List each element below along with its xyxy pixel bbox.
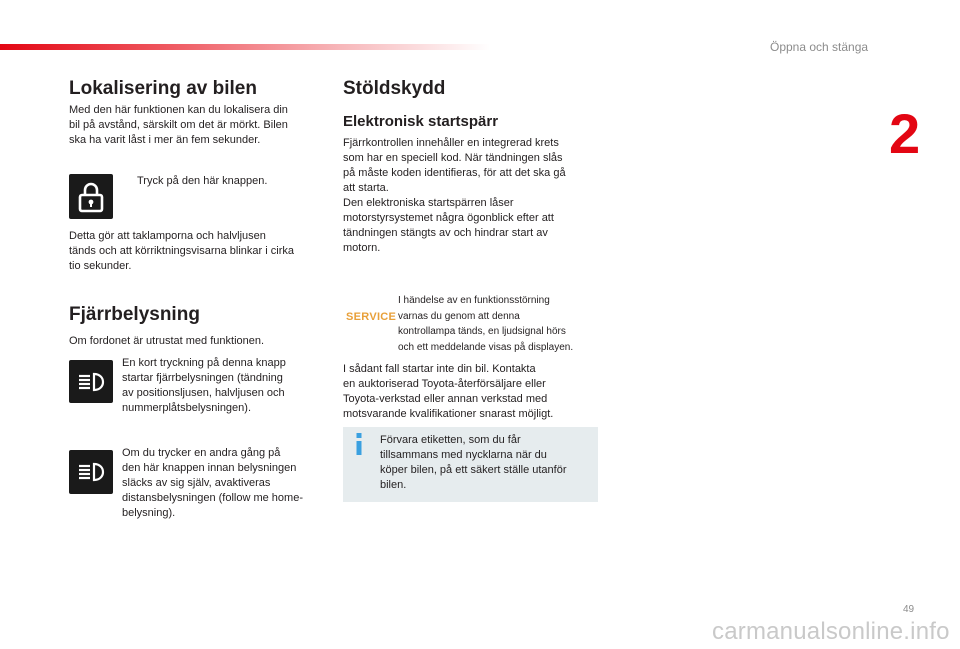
lock-button-icon — [69, 174, 113, 219]
lighting-second-press-line: distansbelysningen (follow me home- — [122, 492, 303, 504]
immobiliser-body — [343, 136, 566, 256]
info-icon — [352, 432, 366, 456]
headlight-button-icon-2 — [69, 450, 113, 494]
antitheft-heading: Stöldskydd — [343, 78, 446, 99]
after-service-line: en auktoriserad Toyota-återförsäljare eller — [343, 378, 546, 390]
localization-intro-line: bil på avstånd, särskilt om det är mörkt. Bilen — [69, 119, 288, 131]
watermark: carmanualsonline.info — [712, 618, 950, 645]
localization-result-line: tänds och att körriktningsvisarna blinkar i cirka — [69, 245, 294, 257]
headlight-icon — [76, 461, 106, 483]
service-text-line: I händelse av en funktionsstörning — [398, 295, 550, 306]
info-box-text — [380, 433, 567, 493]
after-service-line: Toyota-verkstad eller annan verkstad med — [343, 393, 548, 405]
lighting-second-press-line: Om du trycker en andra gång på — [122, 447, 281, 459]
localization-intro-line: ska ha varit låst i mer än fem sekunder. — [69, 134, 261, 146]
immobiliser-body-line: Fjärrkontrollen innehåller en integrerad krets — [343, 137, 559, 149]
localization-intro — [69, 103, 288, 148]
localization-heading: Lokalisering av bilen — [69, 78, 257, 99]
headlight-icon — [76, 371, 106, 393]
header-accent-bar — [0, 44, 490, 50]
localization-step-text: Tryck på den här knappen. — [137, 175, 268, 187]
lighting-first-press-line: En kort tryckning på denna knapp — [122, 357, 286, 369]
lighting-heading: Fjärrbelysning — [69, 304, 200, 325]
localization-result — [69, 229, 294, 274]
service-text-line: kontrollampa tänds, en ljudsignal hörs — [398, 326, 566, 337]
immobiliser-body-line: motorstyrsystemet några ögonblick efter att — [343, 212, 554, 224]
lighting-intro: Om fordonet är utrustat med funktionen. — [69, 335, 265, 347]
localization-result-line: Detta gör att taklamporna och halvljusen — [69, 230, 266, 242]
service-warning-icon: SERVICE — [346, 311, 397, 323]
info-box-line: köper bilen, på ett säkert ställe utanför — [380, 464, 567, 476]
immobiliser-body-line: att starta. — [343, 182, 389, 194]
lighting-first-press-line: av positionsljusen, halvljusen och — [122, 387, 285, 399]
page-number: 49 — [903, 604, 915, 615]
immobiliser-subheading: Elektronisk startspärr — [343, 113, 499, 130]
localization-intro-line: Med den här funktionen kan du lokalisera din — [69, 104, 288, 116]
lighting-second-press — [122, 446, 303, 521]
info-box-line: bilen. — [380, 479, 407, 491]
lighting-second-press-line: släcks av sig själv, avaktiveras — [122, 477, 271, 489]
lock-icon — [78, 181, 104, 213]
service-text — [398, 293, 573, 355]
service-text-line: och ett meddelande visas på displayen. — [398, 341, 574, 353]
service-text-line: varnas du genom att denna — [398, 310, 520, 322]
localization-result-line: tio sekunder. — [69, 260, 132, 272]
headlight-button-icon-1 — [69, 360, 113, 403]
after-service-text — [343, 362, 553, 422]
immobiliser-body-line: Den elektroniska startspärren låser — [343, 197, 514, 209]
immobiliser-body-line: motorn. — [343, 242, 381, 254]
lighting-first-press-line: startar fjärrbelysningen (tändning — [122, 372, 283, 384]
info-box-line: tillsammans med nycklarna när du — [380, 449, 547, 461]
immobiliser-body-line: tändningen stängts av och hindrar start av — [343, 227, 548, 239]
localization-step — [127, 174, 267, 189]
info-box-line: Förvara etiketten, som du får — [380, 434, 521, 446]
immobiliser-body-line: som har en speciell kod. När tändningen slås — [343, 152, 563, 164]
lighting-second-press-line: den här knappen innan belysningen — [122, 462, 297, 474]
after-service-line: I sådant fall startar inte din bil. Kontakta — [343, 363, 536, 375]
lighting-first-press-line: nummerplåtsbelysningen). — [122, 402, 252, 414]
chapter-title: Öppna och stänga — [770, 40, 869, 54]
immobiliser-body-line: på måste koden identifieras, för att det ska gå — [343, 167, 566, 179]
chapter-number: 2 — [889, 102, 921, 165]
after-service-line: motsvarande kvalifikationer snarast möjligt. — [343, 408, 554, 420]
lighting-first-press — [122, 356, 286, 416]
lighting-second-press-line: belysning). — [122, 507, 176, 519]
